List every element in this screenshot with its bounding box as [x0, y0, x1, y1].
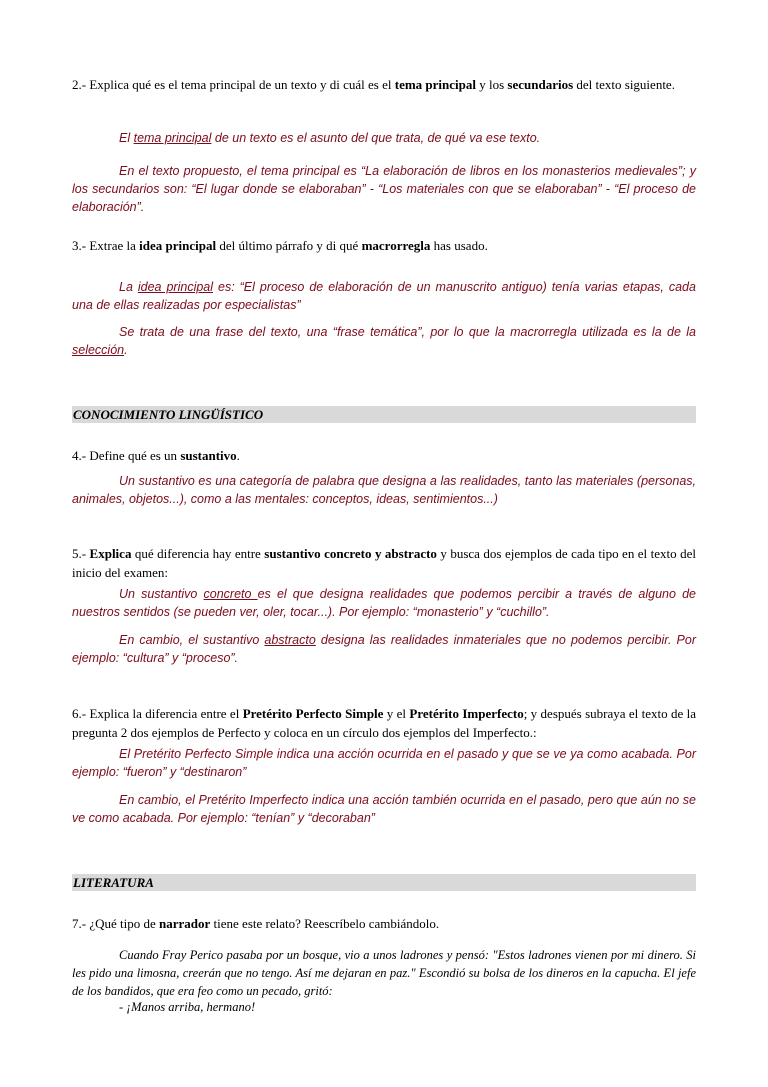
- answer-2-paragraph-1: El tema principal de un texto es el asunto del que trata, de qué va ese texto.: [119, 131, 541, 145]
- question-6: 6.- Explica la diferencia entre el Pretérito Perfecto Simple y el Pretérito Imperfecto; y después subraya el texto de la pregunta 2 dos ejemplos de Perfecto y coloca en un círculo dos ejemplos del Imperfecto.:: [72, 706, 696, 740]
- answer-6-paragraph-2: En cambio, el Pretérito Imperfecto indica una acción también ocurrida en el pasado, pero que aún no se ve como acabada. Por ejemplo: “tenían” y “decoraban”: [72, 793, 696, 825]
- answer-5-paragraph-1: Un sustantivo concreto es el que designa realidades que podemos percibir a través de alguno de nuestros sentidos (se pueden ver, oler, tocar...). Por ejemplo: “monasterio” y “cuchillo”.: [72, 587, 696, 619]
- answer-3-paragraph-1: La idea principal es: “El proceso de elaboración de un manuscrito antiguo) tenía varias etapas, cada una de ellas realizadas por especialistas”: [72, 280, 696, 312]
- question-2: 2.- Explica qué es el tema principal de un texto y di cuál es el tema principal y los secundarios del texto siguiente.: [72, 77, 675, 92]
- question-3: 3.- Extrae la idea principal del último párrafo y di qué macrorregla has usado.: [72, 238, 488, 253]
- answer-3-paragraph-2: Se trata de una frase del texto, una “frase temática”, por lo que la macrorregla utilizada es la de la selección.: [72, 325, 696, 357]
- story-dialog: - ¡Manos arriba, hermano!: [119, 1000, 256, 1014]
- answer-2-paragraph-2: En el texto propuesto, el tema principal es “La elaboración de libros en los monasterios medievales”; y los secundarios son: “El lugar donde se elaboraban” - “Los materiales con que se elaboraban” - “El proceso de elaboración”.: [72, 164, 696, 214]
- question-7: 7.- ¿Qué tipo de narrador tiene este relato? Reescríbelo cambiándolo.: [72, 916, 440, 931]
- question-4: 4.- Define qué es un sustantivo.: [72, 448, 240, 463]
- section-header-literatura: LITERATURA: [72, 874, 696, 891]
- answer-6-paragraph-1: El Pretérito Perfecto Simple indica una acción ocurrida en el pasado y que se ve ya como acabada. Por ejemplo: “fueron” y “destinaron”: [72, 747, 696, 779]
- answer-4: Un sustantivo es una categoría de palabra que designa a las realidades, tanto las materiales (personas, animales, objetos...), como a las mentales: conceptos, ideas, sentimientos...): [72, 474, 696, 506]
- question-5: 5.- Explica qué diferencia hay entre sustantivo concreto y abstracto y busca dos ejemplos de cada tipo en el texto del inicio del examen:: [72, 546, 696, 580]
- answer-5-paragraph-2: En cambio, el sustantivo abstracto designa las realidades inmateriales que no podemos percibir. Por ejemplo: “cultura” y “proceso”.: [72, 633, 696, 665]
- story-text: Cuando Fray Perico pasaba por un bosque, vio a unos ladrones y pensó: "Estos ladrones vienen por mi dinero. Si les pido una limosna, creerán que no tengo. Así me dejaran en paz." Escondió su bolsa de los dineros en la capucha. El jefe de los bandidos, que era feo como un pecado, gritó:: [72, 948, 696, 998]
- section-header-conocimiento: CONOCIMIENTO LINGÜÍSTICO: [72, 406, 696, 423]
